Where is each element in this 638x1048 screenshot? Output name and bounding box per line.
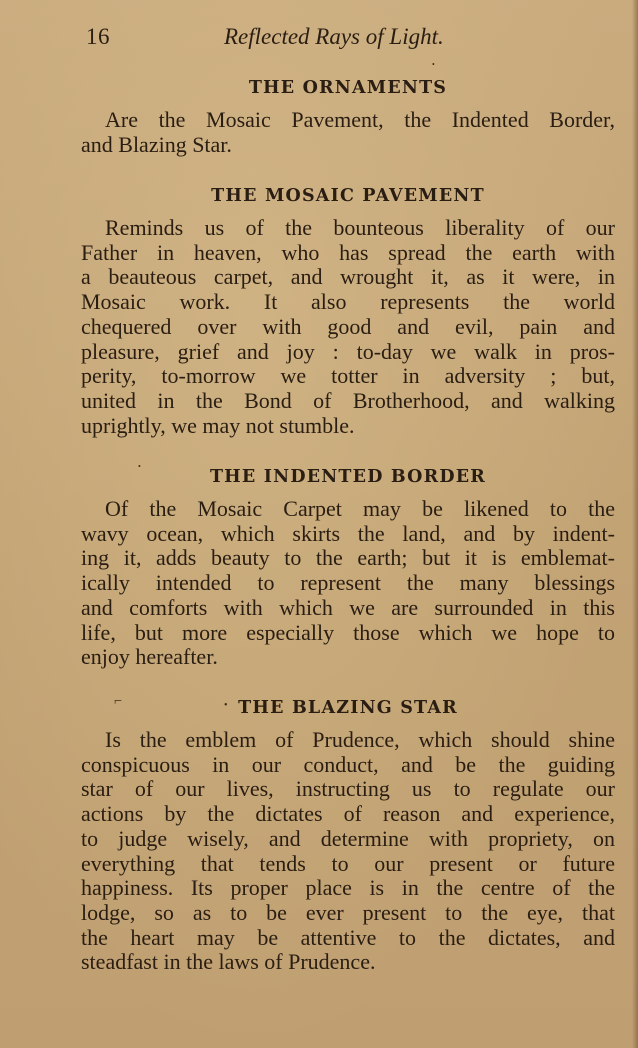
text-line: pleasure, grief and joy : to-day we walk in pros-	[81, 338, 615, 364]
text-line: ically intended to represent the many blessings	[81, 570, 615, 596]
section-indented-border	[81, 465, 615, 670]
page-number: 16	[86, 24, 110, 49]
text-line: and comforts with which we are surrounded in this	[81, 594, 615, 620]
text-line: happiness. Its proper place is in the centre of the	[81, 875, 615, 901]
text-line: and Blazing Star.	[81, 131, 232, 157]
text-line: uprightly, we may not stumble.	[81, 412, 355, 438]
text-line: Reminds us of the bounteous liberality of our	[105, 215, 615, 240]
print-speck: •	[224, 700, 228, 711]
text-line: conspicuous in our conduct, and be the guiding	[81, 751, 615, 777]
text-line: Are the Mosaic Pavement, the Indented Border,	[105, 107, 615, 132]
section-paragraph	[81, 108, 615, 157]
print-speck: •	[432, 60, 435, 69]
text-line: lodge, so as to be ever present to the eye, that	[81, 899, 615, 925]
page-header	[86, 24, 486, 54]
text-line: perity, to-morrow we totter in adversity ; but,	[81, 363, 615, 389]
text-line: enjoy hereafter.	[81, 644, 218, 670]
section-paragraph	[81, 216, 615, 438]
section-paragraph	[81, 497, 615, 670]
page-edge-shadow	[632, 0, 638, 1048]
text-line: united in the Bond of Brotherhood, and walking	[81, 387, 615, 413]
section-blazing-star	[81, 696, 615, 975]
print-speck: ⌐	[114, 694, 122, 709]
text-line: actions by the dictates of reason and experience,	[81, 801, 615, 827]
text-line: chequered over with good and evil, pain and	[81, 313, 615, 339]
section-heading: THE BLAZING STAR	[238, 698, 458, 718]
text-line: ing it, adds beauty to the earth; but it is emblemat-	[81, 545, 615, 571]
text-line: Mosaic work. It also represents the world	[81, 289, 615, 315]
text-line: steadfast in the laws of Prudence.	[81, 949, 376, 975]
running-title: Reflected Rays of Light.	[224, 24, 444, 49]
section-paragraph	[81, 728, 615, 975]
text-line: star of our lives, instructing us to regulate our	[81, 776, 615, 802]
print-speck: •	[138, 462, 141, 471]
section-heading: THE INDENTED BORDER	[209, 467, 487, 487]
text-line: a beauteous carpet, and wrought it, as it were, in	[81, 264, 615, 290]
section-heading: THE MOSAIC PAVEMENT	[211, 186, 485, 206]
text-line: Is the emblem of Prudence, which should shine	[105, 727, 615, 752]
text-line: Of the Mosaic Carpet may be likened to the	[105, 496, 615, 521]
text-line: to judge wisely, and determine with propriety, on	[81, 825, 615, 851]
text-line: the heart may be attentive to the dictates, and	[81, 924, 615, 950]
text-line: wavy ocean, which skirts the land, and by indent-	[81, 520, 615, 546]
section-ornaments	[81, 76, 615, 157]
section-mosaic-pavement	[81, 184, 615, 438]
text-line: life, but more especially those which we hope to	[81, 619, 615, 645]
text-line: everything that tends to our present or future	[81, 850, 615, 876]
section-heading: THE ORNAMENTS	[248, 78, 448, 98]
text-line: Father in heaven, who has spread the earth with	[81, 239, 615, 265]
